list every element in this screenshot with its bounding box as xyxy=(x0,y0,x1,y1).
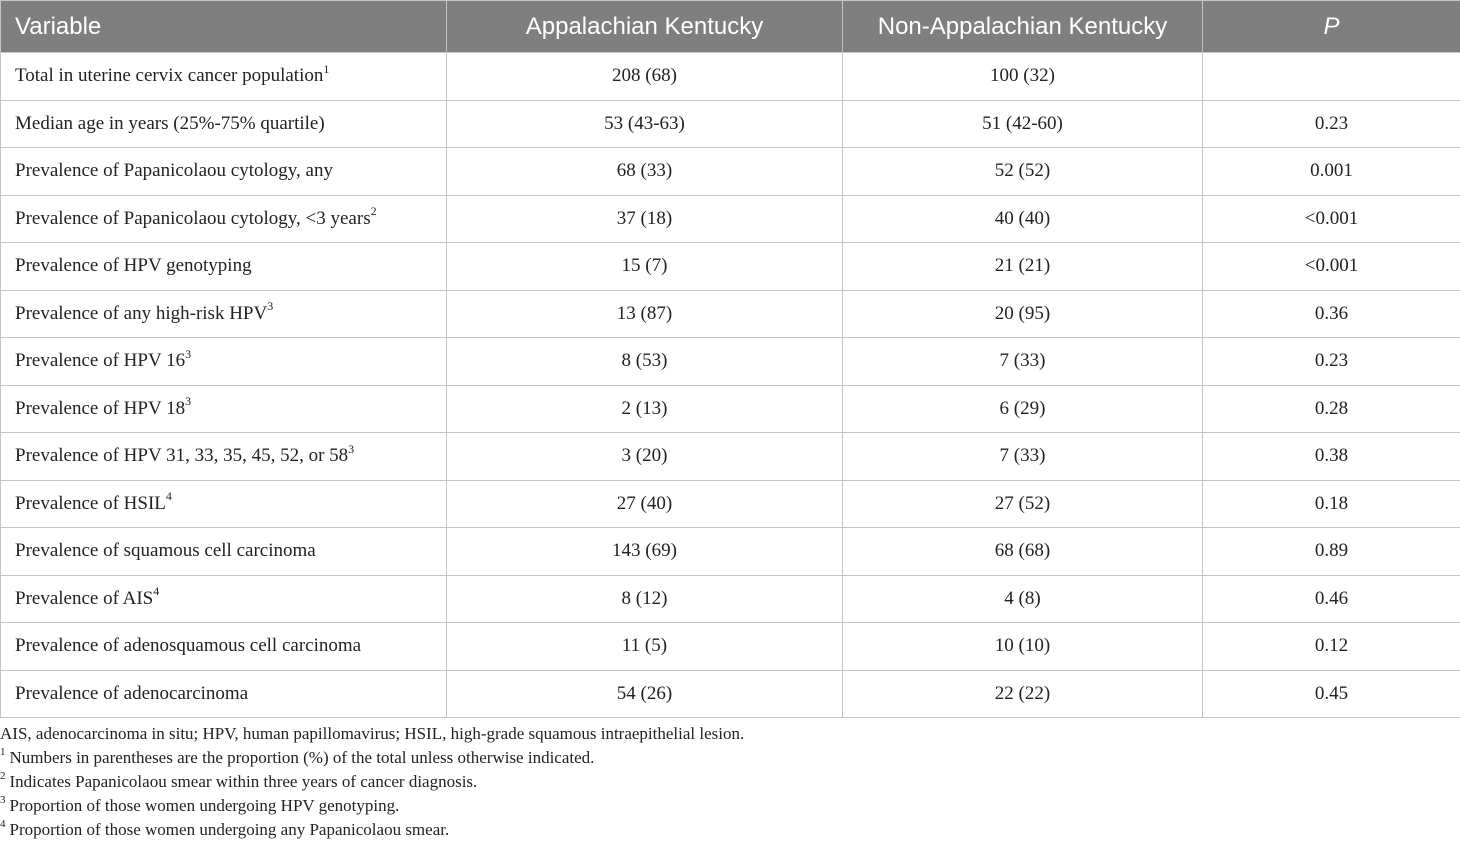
p-value-cell-text: 0.45 xyxy=(1314,682,1349,704)
footnote-text: Proportion of those women undergoing any Papanicolaou smear. xyxy=(9,820,450,839)
table-row xyxy=(1,338,1460,386)
header-row xyxy=(1,1,1460,53)
table-row xyxy=(1,53,1460,101)
non-appalachian-cell-text: 100 (32) xyxy=(990,65,1055,87)
footnote-marker: 3 xyxy=(185,346,192,361)
non-appalachian-cell xyxy=(843,148,1203,196)
footnote-mark: 4 xyxy=(0,818,6,831)
p-value-cell xyxy=(1203,623,1460,671)
variable-cell-text: Prevalence of adenocarcinoma xyxy=(15,682,249,704)
p-value-cell xyxy=(1203,53,1460,101)
table-row xyxy=(1,670,1460,718)
p-value-cell xyxy=(1203,528,1460,576)
table-row xyxy=(1,195,1460,243)
appalachian-cell xyxy=(447,195,843,243)
non-appalachian-cell xyxy=(843,53,1203,101)
appalachian-cell xyxy=(447,480,843,528)
variable-cell-text: Prevalence of HPV genotyping xyxy=(15,255,252,277)
p-value-cell xyxy=(1203,338,1460,386)
footnote-marker: 3 xyxy=(267,299,274,314)
appalachian-cell xyxy=(447,575,843,623)
appalachian-cell xyxy=(447,53,843,101)
table-row xyxy=(1,623,1460,671)
appalachian-cell-text: 53 (43-63) xyxy=(604,112,685,134)
p-value-cell xyxy=(1203,385,1460,433)
footnote-text: Numbers in parentheses are the proportion (%) of the total unless otherwise indicated. xyxy=(9,748,595,767)
footnote-marker: 4 xyxy=(165,489,172,504)
appalachian-cell xyxy=(447,290,843,338)
non-appalachian-cell-text: 52 (52) xyxy=(994,160,1051,182)
p-value-cell-text: 0.89 xyxy=(1314,540,1349,562)
appalachian-cell-text: 8 (12) xyxy=(621,587,668,609)
footnote-list xyxy=(0,746,1460,842)
appalachian-cell xyxy=(447,385,843,433)
variable-cell-text: Prevalence of adenosquamous cell carcinoma xyxy=(15,635,362,657)
appalachian-cell-text: 11 (5) xyxy=(621,635,668,657)
appalachian-cell-text: 8 (53) xyxy=(621,350,668,372)
table-body xyxy=(1,53,1460,718)
header-variable: Variable xyxy=(1,1,447,53)
appalachian-cell xyxy=(447,100,843,148)
p-value-cell-text: 0.36 xyxy=(1314,302,1349,324)
table-row xyxy=(1,480,1460,528)
variable-cell xyxy=(1,385,447,433)
p-value-cell xyxy=(1203,195,1460,243)
appalachian-cell-text: 54 (26) xyxy=(616,682,673,704)
variable-cell-text: Prevalence of HPV 18 xyxy=(15,397,186,419)
non-appalachian-cell xyxy=(843,290,1203,338)
non-appalachian-cell-text: 7 (33) xyxy=(999,445,1046,467)
variable-cell xyxy=(1,575,447,623)
variable-cell-text: Prevalence of squamous cell carcinoma xyxy=(15,540,316,562)
variable-cell xyxy=(1,148,447,196)
p-value-cell-text: <0.001 xyxy=(1304,207,1359,229)
non-appalachian-cell-text: 7 (33) xyxy=(999,350,1046,372)
variable-cell-text: Prevalence of Papanicolaou cytology, <3 years xyxy=(15,207,371,229)
table-row xyxy=(1,148,1460,196)
appalachian-cell xyxy=(447,243,843,291)
non-appalachian-cell xyxy=(843,480,1203,528)
variable-cell-text: Prevalence of HSIL xyxy=(15,492,166,514)
p-value-cell-text: 0.12 xyxy=(1314,635,1349,657)
p-value-cell xyxy=(1203,480,1460,528)
variable-cell xyxy=(1,290,447,338)
non-appalachian-cell-text: 22 (22) xyxy=(994,682,1051,704)
appalachian-cell-text: 13 (87) xyxy=(616,302,673,324)
variable-cell-text: Median age in years (25%-75% quartile) xyxy=(15,112,325,134)
variable-cell xyxy=(1,480,447,528)
appalachian-cell-text: 208 (68) xyxy=(612,65,677,87)
non-appalachian-cell-text: 20 (95) xyxy=(994,302,1051,324)
p-value-cell-text: 0.38 xyxy=(1314,445,1349,467)
variable-cell xyxy=(1,195,447,243)
appalachian-cell-text: 37 (18) xyxy=(616,207,673,229)
appalachian-cell-text: 15 (7) xyxy=(621,255,668,277)
p-value-cell xyxy=(1203,670,1460,718)
footnote-marker: 1 xyxy=(323,61,330,76)
p-value-cell-text: 0.001 xyxy=(1310,160,1353,182)
footnote-3 xyxy=(0,794,1460,818)
non-appalachian-cell-text: 21 (21) xyxy=(994,255,1051,277)
p-value-cell xyxy=(1203,243,1460,291)
variable-cell xyxy=(1,243,447,291)
non-appalachian-cell-text: 68 (68) xyxy=(994,540,1051,562)
variable-cell xyxy=(1,528,447,576)
non-appalachian-cell xyxy=(843,433,1203,481)
appalachian-cell xyxy=(447,623,843,671)
non-appalachian-cell xyxy=(843,623,1203,671)
footnote-marker: 3 xyxy=(348,441,355,456)
appalachian-cell xyxy=(447,148,843,196)
non-appalachian-cell xyxy=(843,100,1203,148)
abbreviations-note: AIS, adenocarcinoma in situ; HPV, human papillomavirus; HSIL, high-grade squamous intraepithelial lesion. xyxy=(0,724,745,743)
p-value-cell xyxy=(1203,100,1460,148)
non-appalachian-cell xyxy=(843,338,1203,386)
appalachian-cell-text: 143 (69) xyxy=(612,540,677,562)
variable-cell-text: Prevalence of HPV 16 xyxy=(15,350,186,372)
table-row xyxy=(1,243,1460,291)
header-appalachian: Appalachian Kentucky xyxy=(447,1,843,53)
non-appalachian-cell xyxy=(843,670,1203,718)
variable-cell-text: Prevalence of any high-risk HPV xyxy=(15,302,268,324)
table-footnotes xyxy=(0,722,1460,842)
non-appalachian-cell-text: 40 (40) xyxy=(994,207,1051,229)
footnote-4 xyxy=(0,818,1460,842)
variable-cell-text: Prevalence of HPV 31, 33, 35, 45, 52, or 58 xyxy=(15,445,349,467)
non-appalachian-cell xyxy=(843,385,1203,433)
footnote-mark: 1 xyxy=(0,746,6,759)
non-appalachian-cell-text: 6 (29) xyxy=(999,397,1046,419)
footnote-text: Indicates Papanicolaou smear within three years of cancer diagnosis. xyxy=(9,772,478,791)
variable-cell xyxy=(1,100,447,148)
appalachian-cell-text: 3 (20) xyxy=(621,445,668,467)
footnote-marker: 3 xyxy=(185,394,192,409)
header-p-value: P xyxy=(1203,1,1460,53)
non-appalachian-cell-text: 4 (8) xyxy=(1004,587,1041,609)
p-value-cell-text: 0.28 xyxy=(1314,397,1349,419)
appalachian-cell-text: 27 (40) xyxy=(616,492,673,514)
appalachian-cell-text: 68 (33) xyxy=(616,160,673,182)
variable-cell xyxy=(1,338,447,386)
footnote-marker: 4 xyxy=(153,584,160,599)
variable-cell-text: Total in uterine cervix cancer population xyxy=(15,65,324,87)
variable-cell xyxy=(1,433,447,481)
appalachian-cell xyxy=(447,670,843,718)
variable-cell-text: Prevalence of AIS xyxy=(15,587,154,609)
p-value-cell xyxy=(1203,290,1460,338)
variable-cell xyxy=(1,623,447,671)
variable-cell xyxy=(1,670,447,718)
footnote-1 xyxy=(0,746,1460,770)
p-value-cell-text: 0.46 xyxy=(1314,587,1349,609)
p-value-cell-text: 0.18 xyxy=(1314,492,1349,514)
appalachian-cell-text: 2 (13) xyxy=(621,397,668,419)
p-value-cell xyxy=(1203,148,1460,196)
appalachian-cell xyxy=(447,338,843,386)
table-row xyxy=(1,575,1460,623)
table-row xyxy=(1,385,1460,433)
p-value-cell-text: 0.23 xyxy=(1314,112,1349,134)
non-appalachian-cell xyxy=(843,195,1203,243)
footnote-text: Proportion of those women undergoing HPV genotyping. xyxy=(9,796,400,815)
p-value-cell-text: <0.001 xyxy=(1304,255,1359,277)
p-value-cell xyxy=(1203,575,1460,623)
non-appalachian-cell-text: 27 (52) xyxy=(994,492,1051,514)
appalachian-cell xyxy=(447,528,843,576)
footnote-mark: 2 xyxy=(0,770,6,783)
non-appalachian-cell-text: 10 (10) xyxy=(994,635,1051,657)
footnote-mark: 3 xyxy=(0,794,6,807)
header-non-appalachian: Non-Appalachian Kentucky xyxy=(843,1,1203,53)
appalachian-cell xyxy=(447,433,843,481)
table-row xyxy=(1,290,1460,338)
footnote-2 xyxy=(0,770,1460,794)
variable-cell xyxy=(1,53,447,101)
table-row xyxy=(1,528,1460,576)
table-row xyxy=(1,100,1460,148)
non-appalachian-cell xyxy=(843,528,1203,576)
table-row xyxy=(1,433,1460,481)
variable-cell-text: Prevalence of Papanicolaou cytology, any xyxy=(15,160,333,182)
footnote-marker: 2 xyxy=(370,204,377,219)
non-appalachian-cell xyxy=(843,243,1203,291)
non-appalachian-cell xyxy=(843,575,1203,623)
non-appalachian-cell-text: 51 (42-60) xyxy=(982,112,1063,134)
p-value-cell-text: 0.23 xyxy=(1314,350,1349,372)
p-value-cell xyxy=(1203,433,1460,481)
